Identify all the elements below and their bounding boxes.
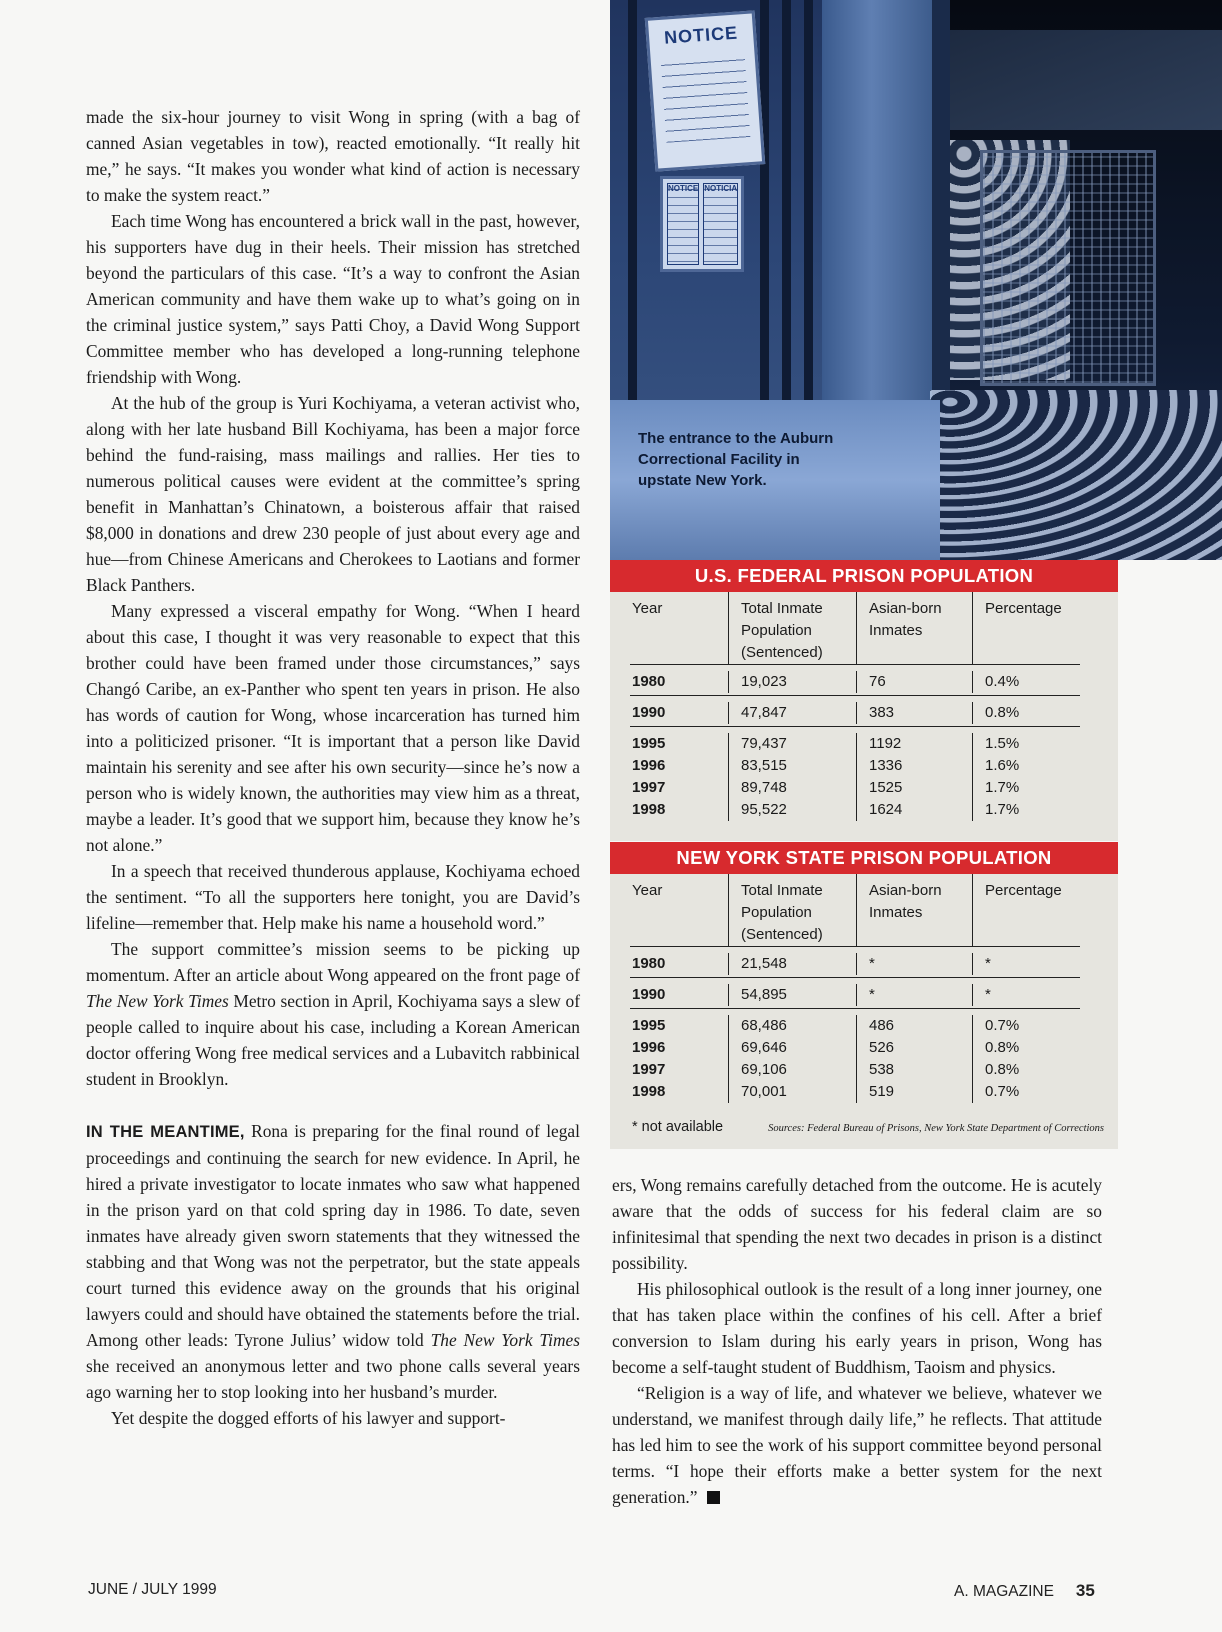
paragraph: made the six-hour journey to visit Wong in spring (with a bag of canned Asian vegetables in tow), reacted emotionally. “It really hit me,” he says. “It makes you wonder what kind of action is necessary to make the system react.” bbox=[86, 107, 580, 205]
cell-pct: 0.4% bbox=[972, 671, 1080, 693]
table-row bbox=[630, 777, 1080, 799]
table-header bbox=[630, 874, 1080, 947]
cell-total: 95,522 bbox=[728, 799, 856, 821]
paragraph: At the hub of the group is Yuri Kochiyama, a veteran activist who, along with her late husband Bill Kochiyama, has been a major force behind the fund-raising, mass mailings and rallies. Her ties to numerous political causes were evident at the committee’s spring benefit in Manhattan’s Chinatown, a boisterous affair that raised $8,000 in donations and drew 230 people of just about every age and hue—from Chinese Americans and Cherokees to Laotians and former Black Panthers. bbox=[86, 393, 580, 595]
table-row bbox=[630, 671, 1080, 693]
col-header-total: Total Inmate Population (Sentenced) bbox=[728, 874, 856, 946]
table-row bbox=[630, 755, 1080, 777]
cell-total: 21,548 bbox=[728, 953, 856, 975]
cell-pct: * bbox=[972, 953, 1080, 975]
table-row bbox=[630, 1081, 1080, 1103]
sources-note: Sources: Federal Bureau of Prisons, New York State Department of Corrections bbox=[768, 1123, 1104, 1134]
cell-year: 1998 bbox=[632, 801, 666, 818]
cell-total: 69,646 bbox=[728, 1037, 856, 1059]
table-row bbox=[630, 733, 1080, 755]
col-header-year: Year bbox=[632, 882, 663, 899]
nyt-paragraph: The support committee’s mission seems to be picking up momentum. After an article about Wong appeared on the front page of The New York Times Metro section in April, Kochiyama says a slew of people called to inquire about his case, including a Korean American doctor offering Wong free medical services and a Lubavitch rabbinical student in Brooklyn. bbox=[86, 939, 580, 1089]
cell-asian: 1192 bbox=[856, 733, 972, 755]
table-row bbox=[630, 984, 1080, 1006]
table-body bbox=[630, 874, 1080, 1109]
paragraph: In a speech that received thunderous applause, Kochiyama echoed the sentiment. “To all the supporters here tonight, you are David’s lifeline—remember that. Help make his name a household word.” bbox=[86, 861, 580, 933]
row-group bbox=[630, 696, 1080, 727]
not-available-note: * not available bbox=[632, 1119, 724, 1135]
right-column bbox=[612, 1172, 1102, 1510]
cell-year: 1995 bbox=[632, 1017, 666, 1034]
cell-asian: 1624 bbox=[856, 799, 972, 821]
photo-caption: The entrance to the Auburn Correctional Facility in upstate New York. bbox=[638, 430, 834, 489]
end-mark-icon bbox=[707, 1491, 720, 1504]
cell-total: 83,515 bbox=[728, 755, 856, 777]
cell-year: 1990 bbox=[632, 704, 666, 721]
cell-asian: * bbox=[856, 953, 972, 975]
col-header-total: Total Inmate Population (Sentenced) bbox=[728, 592, 856, 664]
table-footnote bbox=[610, 1109, 1118, 1149]
table-row bbox=[630, 1059, 1080, 1081]
col-header-asian: Asian-born Inmates bbox=[856, 592, 972, 664]
cell-pct: 0.8% bbox=[972, 1059, 1080, 1081]
row-group bbox=[630, 1009, 1080, 1109]
table-header bbox=[630, 592, 1080, 665]
cell-total: 54,895 bbox=[728, 984, 856, 1006]
left-last-paragraph: Yet despite the dogged efforts of his lawyer and support- bbox=[111, 1408, 506, 1428]
cell-total: 19,023 bbox=[728, 671, 856, 693]
cell-pct: 0.8% bbox=[972, 702, 1080, 724]
cell-total: 47,847 bbox=[728, 702, 856, 724]
cell-pct: 0.7% bbox=[972, 1015, 1080, 1037]
cell-total: 79,437 bbox=[728, 733, 856, 755]
cell-year: 1996 bbox=[632, 1039, 666, 1056]
magazine-name: A. MAGAZINE bbox=[954, 1583, 1054, 1600]
paragraph: His philosophical outlook is the result of a long inner journey, one that has taken place within the confines of his cell. After a brief conversion to Islam during his early years in prison, Wong has become a self-taught student of Buddhism, Taoism and physics. bbox=[612, 1279, 1102, 1377]
cell-asian: 486 bbox=[856, 1015, 972, 1037]
cell-asian: 1336 bbox=[856, 755, 972, 777]
cell-year: 1997 bbox=[632, 779, 666, 796]
table-row bbox=[630, 1015, 1080, 1037]
cell-total: 69,106 bbox=[728, 1059, 856, 1081]
paragraph: ers, Wong remains carefully detached from the outcome. He is acutely aware that the odds of success for his federal claim are so infinitesimal that spending the next two decades in prison is a distinct possibility. bbox=[612, 1175, 1102, 1273]
table-body bbox=[630, 592, 1080, 827]
table-title: NEW YORK STATE PRISON POPULATION bbox=[610, 842, 1118, 874]
left-column bbox=[86, 104, 580, 1431]
table-row bbox=[630, 1037, 1080, 1059]
cell-pct: 1.7% bbox=[972, 799, 1080, 821]
cell-asian: 383 bbox=[856, 702, 972, 724]
magazine-folio bbox=[954, 1581, 1095, 1601]
paragraph: Many expressed a visceral empathy for Wong. “When I heard about this case, I thought it was very reasonable to expect that this brother could have been framed under those circumstances,” says Changó Caribe, an ex-Panther who spent ten years in prison. He also has words of caution for Wong, whose incarceration has turned him into a politicized prisoner. “It is important that a person like David maintain his serenity and see after his own security—since he’s now a person who is widely known, the authorities may view him as a threat, maybe a leader. It’s good that we support him, because they know he’s not alone.” bbox=[86, 601, 580, 855]
row-group bbox=[630, 727, 1080, 827]
prison-entrance-photo bbox=[610, 0, 1222, 560]
cell-pct: 1.5% bbox=[972, 733, 1080, 755]
cell-year: 1990 bbox=[632, 986, 666, 1003]
cell-year: 1996 bbox=[632, 757, 666, 774]
table-row bbox=[630, 799, 1080, 821]
col-header-pct: Percentage bbox=[972, 592, 1080, 664]
cell-year: 1995 bbox=[632, 735, 666, 752]
table-row bbox=[630, 702, 1080, 724]
issue-date: JUNE / JULY 1999 bbox=[88, 1581, 217, 1598]
page-number: 35 bbox=[1075, 1581, 1095, 1600]
cell-pct: * bbox=[972, 984, 1080, 1006]
col-header-pct: Percentage bbox=[972, 874, 1080, 946]
cell-year: 1980 bbox=[632, 673, 666, 690]
col-header-year: Year bbox=[632, 600, 663, 617]
cell-asian: 1525 bbox=[856, 777, 972, 799]
cell-total: 68,486 bbox=[728, 1015, 856, 1037]
section-paragraph: IN THE MEANTIME, Rona is preparing for the final round of legal proceedings and continuing the search for new evidence. In April, he hired a private investigator to locate inmates who saw what happened in the prison yard on that cold spring day in 1986. To date, seven inmates have already given sworn statements that they witnessed the stabbing and that Wong was not the perpetrator, but the state appeals court turned this evidence away on the grounds that his original lawyers could and should have obtained the statements before the trial. Among other leads: Tyrone Julius’ widow told The New York Times she received an anonymous letter and two phone calls several years ago warning her to stop looking into her husband’s murder. bbox=[86, 1121, 580, 1402]
row-group bbox=[630, 947, 1080, 978]
cell-year: 1998 bbox=[632, 1083, 666, 1100]
notice-sign: NOTICE bbox=[645, 10, 765, 171]
cell-pct: 1.6% bbox=[972, 755, 1080, 777]
cell-total: 89,748 bbox=[728, 777, 856, 799]
notice-sign-small: NOTICE NOTICIA bbox=[660, 176, 744, 272]
cell-asian: 538 bbox=[856, 1059, 972, 1081]
right-paragraphs bbox=[612, 1172, 1102, 1380]
row-group bbox=[630, 665, 1080, 696]
cell-asian: 526 bbox=[856, 1037, 972, 1059]
right-last-paragraph: “Religion is a way of life, and whatever we believe, whatever we understand, we manifest through daily life,” he reflects. That attitude has led him to see the work of his support committee beyond personal terms. “I hope their efforts make a better system for the next generation.” bbox=[612, 1383, 1102, 1507]
section-lead: IN THE MEANTIME, bbox=[86, 1123, 245, 1141]
table-row bbox=[630, 953, 1080, 975]
cell-total: 70,001 bbox=[728, 1081, 856, 1103]
left-paragraphs bbox=[86, 104, 580, 936]
cell-year: 1980 bbox=[632, 955, 666, 972]
cell-pct: 0.8% bbox=[972, 1037, 1080, 1059]
cell-asian: 76 bbox=[856, 671, 972, 693]
cell-year: 1997 bbox=[632, 1061, 666, 1078]
cell-pct: 1.7% bbox=[972, 777, 1080, 799]
cell-pct: 0.7% bbox=[972, 1081, 1080, 1103]
federal-prison-table bbox=[610, 560, 1118, 841]
row-group bbox=[630, 978, 1080, 1009]
col-header-asian: Asian-born Inmates bbox=[856, 874, 972, 946]
paragraph: Each time Wong has encountered a brick wall in the past, however, his supporters have dug in their heels. Their mission has stretched beyond the particulars of this case. “It’s a way to confront the Asian American community and have them wake up to what’s going on in the criminal justice system,” says Patti Choy, a David Wong Support Committee member who has developed a long-running telephone friendship with Wong. bbox=[86, 211, 580, 387]
cell-asian: 519 bbox=[856, 1081, 972, 1103]
cell-asian: * bbox=[856, 984, 972, 1006]
nys-prison-table bbox=[610, 842, 1118, 1149]
table-title: U.S. FEDERAL PRISON POPULATION bbox=[610, 560, 1118, 592]
